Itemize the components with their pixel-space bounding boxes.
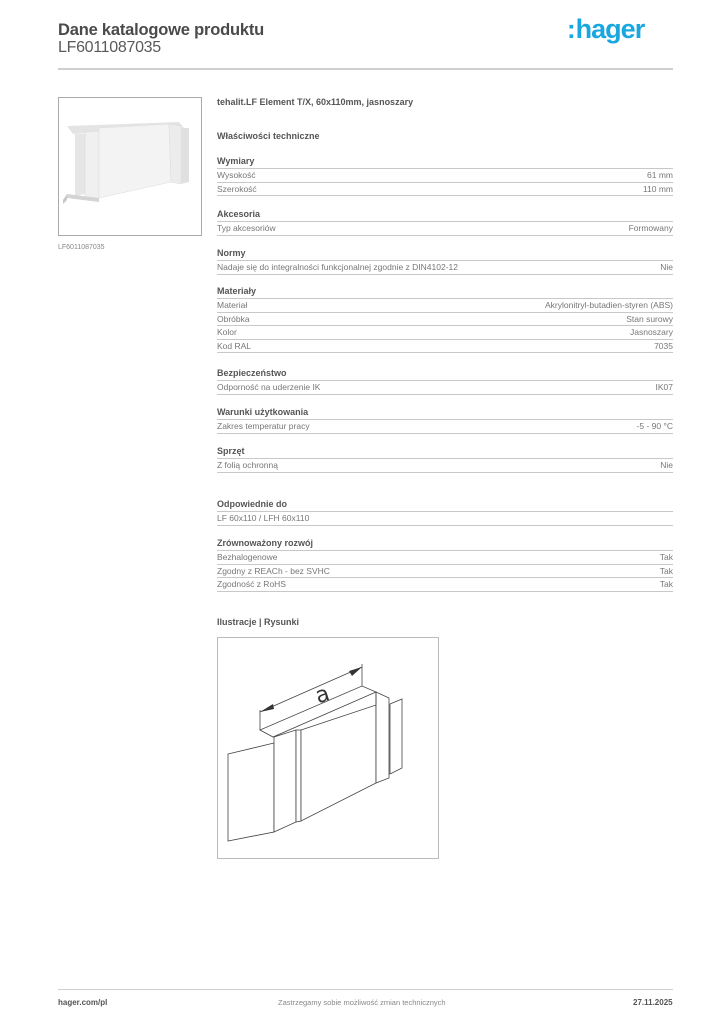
spec-value: Stan surowy — [626, 313, 673, 324]
spec-label: Nadaje się do integralności funkcjonalnej zgodnie z DIN4102-12 — [217, 262, 458, 272]
spec-label: Obróbka — [217, 313, 250, 324]
group-standards — [217, 247, 673, 275]
spec-row — [217, 578, 673, 592]
spec-value: Nie — [660, 262, 673, 272]
spec-row — [217, 183, 673, 197]
logo-text: hager — [575, 14, 645, 44]
spec-label: LF 60x110 / LFH 60x110 — [217, 513, 310, 523]
group-dimensions — [217, 155, 673, 196]
group-title: Materiały — [217, 285, 673, 299]
spec-label: Typ akcesoriów — [217, 223, 276, 233]
spec-label: Zgodność z RoHS — [217, 579, 286, 589]
spec-label: Wysokość — [217, 170, 256, 180]
spec-row — [217, 340, 673, 354]
spec-label: Odporność na uderzenie IK — [217, 382, 321, 392]
technical-drawing — [217, 637, 439, 859]
spec-label: Zakres temperatur pracy — [217, 421, 310, 431]
footer-divider — [58, 989, 673, 990]
spec-row — [217, 551, 673, 565]
spec-value: Tak — [659, 552, 673, 562]
hager-logo — [567, 14, 644, 45]
spec-value: 7035 — [654, 340, 673, 351]
spec-row — [217, 299, 673, 313]
group-title: Normy — [217, 247, 673, 261]
footer-disclaimer: Zastrzegamy sobie możliwość zmian technicznych — [278, 998, 446, 1007]
spec-row — [217, 169, 673, 183]
group-equipment — [217, 445, 673, 473]
spec-row — [217, 313, 673, 327]
product-code: LF6011087035 — [58, 39, 161, 56]
group-title: Sprzęt — [217, 445, 673, 459]
page-title: Dane katalogowe produktu — [58, 21, 265, 39]
spec-value: 110 mm — [642, 183, 673, 194]
spec-value: Nie — [660, 460, 673, 470]
group-title: Odpowiednie do — [217, 498, 673, 512]
spec-row — [217, 326, 673, 340]
group-title: Wymiary — [217, 155, 673, 169]
spec-value: Tak — [659, 579, 673, 589]
spec-value: Akrylonitryl-butadien-styren (ABS) — [544, 300, 673, 310]
spec-value: -5 - 90 °C — [636, 421, 673, 431]
spec-label: Kolor — [217, 327, 237, 337]
spec-label: Zgodny z REACh - bez SVHC — [217, 565, 330, 576]
spec-row — [217, 420, 673, 434]
logo-colon: : — [567, 14, 575, 44]
group-title: Akcesoria — [217, 208, 673, 222]
spec-row — [217, 512, 673, 526]
footer-date: 27.11.2025 — [633, 998, 673, 1007]
spec-row — [217, 565, 673, 579]
spec-label: Bezhalogenowe — [217, 552, 278, 562]
group-accessories — [217, 208, 673, 236]
footer-website-link[interactable]: hager.com/pl — [58, 998, 108, 1007]
spec-value: IK07 — [655, 382, 673, 392]
group-materials — [217, 285, 673, 353]
section-title: Właściwości techniczne — [217, 131, 320, 141]
spec-value: 61 mm — [647, 170, 673, 180]
header-divider — [58, 68, 673, 70]
spec-value: Jasnoszary — [630, 327, 673, 337]
group-title: Zrównoważony rozwój — [217, 537, 673, 551]
spec-label: Kod RAL — [217, 340, 252, 351]
image-caption: LF6011087035 — [58, 244, 105, 251]
group-operating-conditions — [217, 406, 673, 434]
spec-value: Tak — [659, 565, 673, 576]
spec-row — [217, 459, 673, 473]
spec-label: Szerokość — [217, 183, 257, 194]
spec-value: Formowany — [628, 223, 673, 233]
spec-label: Z folią ochronną — [217, 460, 278, 470]
group-sustainability — [217, 537, 673, 592]
group-suitable-for — [217, 498, 673, 526]
product-name: tehalit.LF Element T/X, 60x110mm, jasnoszary — [217, 97, 414, 107]
group-safety — [217, 367, 673, 395]
spec-row — [217, 222, 673, 236]
group-title: Bezpieczeństwo — [217, 367, 673, 381]
spec-row — [217, 261, 673, 275]
spec-label: Materiał — [217, 300, 248, 310]
spec-row — [217, 381, 673, 395]
illustrations-title: Ilustracje | Rysunki — [217, 617, 300, 627]
group-title: Warunki użytkowania — [217, 406, 673, 420]
dimension-label: a — [312, 681, 333, 710]
product-photo — [58, 97, 202, 236]
